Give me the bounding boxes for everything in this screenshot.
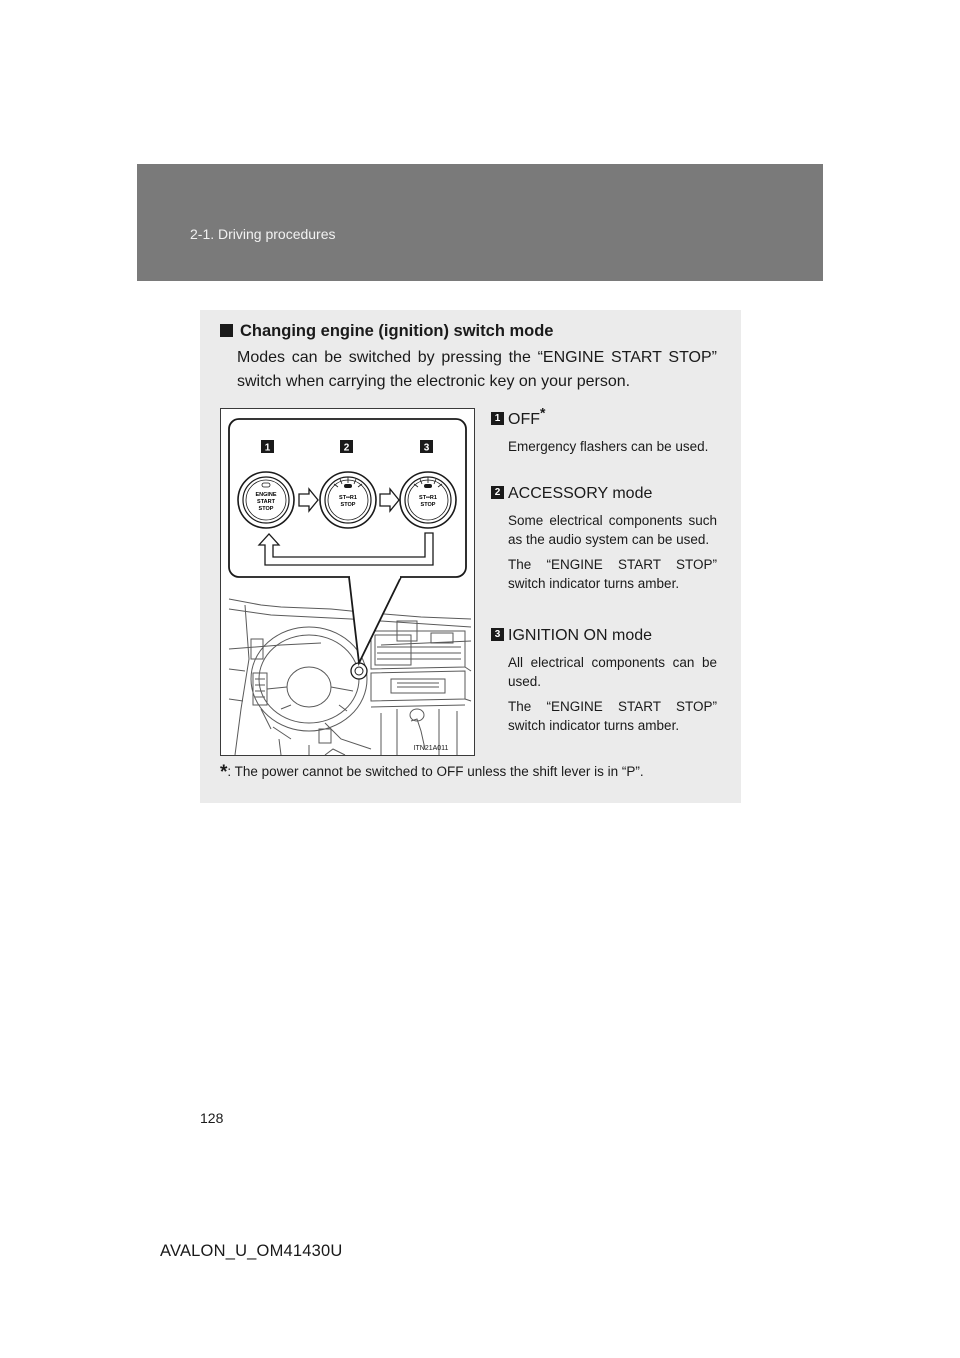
mode-title <box>508 404 717 430</box>
callout-number-2 <box>340 440 353 454</box>
mode-description: All electrical components can be used. <box>508 655 717 689</box>
box-intro: Modes can be switched by pressing the “ENGINE START STOP” switch when carrying the electronic key on your person. <box>237 349 717 390</box>
box-heading-text: Changing engine (ignition) switch mode <box>240 322 554 340</box>
mode-number-2: 2 <box>491 486 504 499</box>
mode-description: The “ENGINE START STOP” switch indicator turns amber. <box>508 699 717 733</box>
mode-off <box>491 404 717 456</box>
footnote <box>220 762 644 784</box>
page-number: 128 <box>200 1110 224 1126</box>
mode-number-1: 1 <box>491 412 504 425</box>
dash-start-button <box>351 663 367 679</box>
illustration-code: ITN21A011 <box>413 745 449 752</box>
square-bullet-icon <box>220 324 233 337</box>
svg-text:3: 3 <box>423 442 430 454</box>
svg-text:ST••R1: ST••R1 <box>339 495 357 501</box>
mode-number-3: 3 <box>491 628 504 641</box>
start-button-accessory <box>320 472 376 528</box>
mode-title: ACCESSORY mode <box>508 485 653 502</box>
asterisk-mark: * <box>540 404 546 421</box>
start-button-off <box>238 472 294 528</box>
callout-number-1 <box>261 440 274 454</box>
mode-title-text: OFF <box>508 411 540 428</box>
svg-text:STOP: STOP <box>258 506 274 512</box>
footnote-text: : The power cannot be switched to OFF unless the shift lever is in “P”. <box>227 764 644 779</box>
svg-text:START: START <box>257 499 275 505</box>
dashboard-diagram <box>221 409 474 755</box>
svg-text:ST••R1: ST••R1 <box>419 495 437 501</box>
mode-accessory <box>491 484 717 593</box>
svg-text:STOP: STOP <box>340 502 356 508</box>
start-button-ignition-on <box>400 472 456 528</box>
mode-title: IGNITION ON mode <box>508 627 653 644</box>
box-heading <box>220 322 553 341</box>
mode-description: Some electrical components such as the audio system can be used. <box>508 513 717 547</box>
footnote-asterisk: * <box>220 762 228 783</box>
svg-text:1: 1 <box>264 442 271 454</box>
svg-text:2: 2 <box>343 442 350 454</box>
header-band <box>137 164 823 281</box>
switch-mode-illustration <box>220 408 475 756</box>
callout-number-3 <box>420 440 433 454</box>
mode-description: The “ENGINE START STOP” switch indicator turns amber. <box>508 557 717 591</box>
mode-description: Emergency flashers can be used. <box>508 439 709 454</box>
document-code: AVALON_U_OM41430U <box>160 1242 343 1260</box>
mode-ignition-on <box>491 626 717 735</box>
dashboard-art <box>229 599 471 755</box>
svg-text:ENGINE: ENGINE <box>255 492 277 498</box>
info-box <box>200 310 741 803</box>
svg-text:STOP: STOP <box>420 502 436 508</box>
section-label: 2-1. Driving procedures <box>190 226 336 242</box>
